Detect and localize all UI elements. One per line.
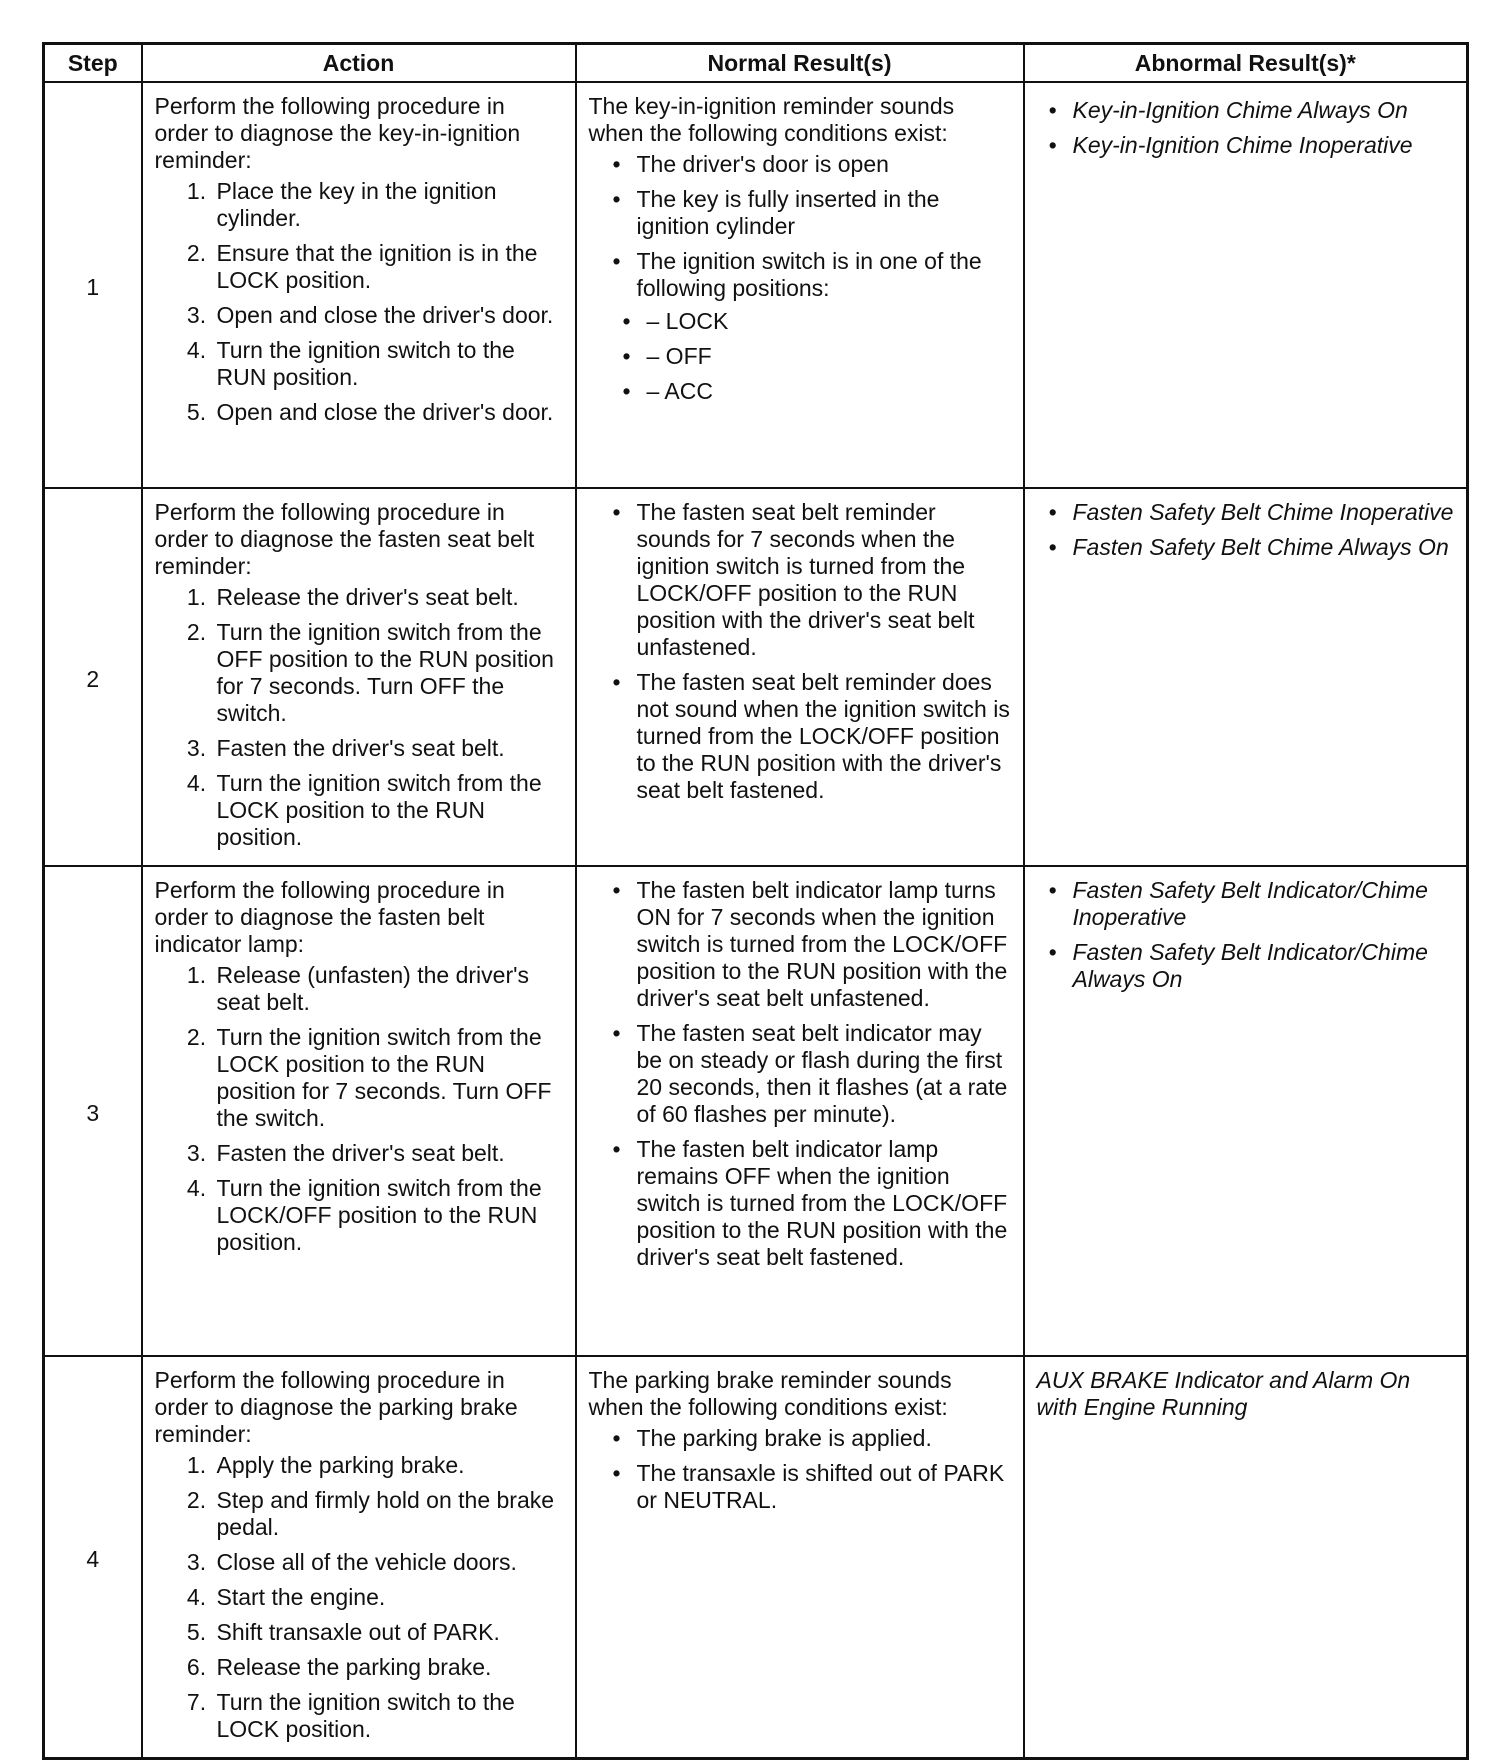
- action-step: 1. Release the driver's seat belt.: [213, 584, 563, 611]
- action-steps: [155, 962, 563, 1256]
- action-steps: [155, 178, 563, 426]
- normal-results-cell: [576, 82, 1024, 488]
- action-step: 2. Ensure that the ignition is in the LOCK position.: [213, 240, 563, 294]
- normal-bullet: • The fasten seat belt indicator may be on steady or flash during the first 20 seconds, then it flashes (at a rate of 60 flashes per minute).: [637, 1020, 1011, 1128]
- action-step: 2. Turn the ignition switch from the LOCK position to the RUN position for 7 seconds. Turn OFF the switch.: [213, 1024, 563, 1132]
- action-step: 5. Shift transaxle out of PARK.: [213, 1619, 563, 1646]
- normal-bullets: [589, 151, 1011, 405]
- action-step: 3. Open and close the driver's door.: [213, 302, 563, 329]
- abnormal-bullet: • Fasten Safety Belt Chime Inoperative: [1073, 499, 1455, 526]
- diagnostic-table: [42, 42, 1469, 1760]
- normal-bullet: • The transaxle is shifted out of PARK or NEUTRAL.: [637, 1460, 1011, 1514]
- step-number: 2: [44, 488, 142, 866]
- normal-intro: The parking brake reminder sounds when the following conditions exist:: [588, 1367, 952, 1420]
- normal-bullet: • The driver's door is open: [637, 151, 1011, 178]
- normal-bullet: • The key is fully inserted in the ignition cylinder: [637, 186, 1011, 240]
- action-step: 2. Step and firmly hold on the brake pedal.: [213, 1487, 563, 1541]
- action-step: 7. Turn the ignition switch to the LOCK position.: [213, 1689, 563, 1743]
- abnormal-bullets: [1037, 499, 1455, 561]
- abnormal-results-cell: [1024, 1356, 1468, 1759]
- abnormal-bullet: • Fasten Safety Belt Indicator/Chime Always On: [1073, 939, 1455, 993]
- normal-results-cell: [576, 1356, 1024, 1759]
- abnormal-results-cell: [1024, 82, 1468, 488]
- position-item: • – LOCK: [647, 308, 1011, 335]
- step-number: 3: [44, 866, 142, 1356]
- action-step: 3. Close all of the vehicle doors.: [213, 1549, 563, 1576]
- action-step: 4. Turn the ignition switch from the LOCK/OFF position to the RUN position.: [213, 1175, 563, 1256]
- action-step: 2. Turn the ignition switch from the OFF position to the RUN position for 7 seconds. Turn OFF the switch.: [213, 619, 563, 727]
- normal-results-cell: [576, 488, 1024, 866]
- step-number: 1: [44, 82, 142, 488]
- table-row: [44, 866, 1468, 1356]
- normal-bullets: [589, 1425, 1011, 1514]
- position-item: • – OFF: [647, 343, 1011, 370]
- normal-bullet: • The fasten belt indicator lamp remains OFF when the ignition switch is turned from the LOCK/OFF position to the RUN position with the driver's seat belt fastened.: [637, 1136, 1011, 1271]
- position-item: • – ACC: [647, 378, 1011, 405]
- position-list: [637, 308, 1011, 405]
- action-step: 5. Open and close the driver's door.: [213, 399, 563, 426]
- table-row: [44, 488, 1468, 866]
- table-row: [44, 1356, 1468, 1759]
- abnormal-bullets: [1037, 877, 1455, 993]
- action-step: 4. Start the engine.: [213, 1584, 563, 1611]
- normal-bullet: • The fasten seat belt reminder does not sound when the ignition switch is turned from the LOCK/OFF position to the RUN position with the driver's seat belt fastened.: [637, 669, 1011, 804]
- action-step: 6. Release the parking brake.: [213, 1654, 563, 1681]
- action-step: 3. Fasten the driver's seat belt.: [213, 1140, 563, 1167]
- abnormal-bullet: • Fasten Safety Belt Indicator/Chime Inoperative: [1073, 877, 1455, 931]
- normal-bullet: [637, 248, 1011, 405]
- normal-bullet-text: The ignition switch is in one of the following positions:: [636, 248, 982, 301]
- action-cell: [142, 866, 576, 1356]
- action-cell: [142, 82, 576, 488]
- abnormal-bullet: • Fasten Safety Belt Chime Always On: [1073, 534, 1455, 561]
- action-step: 1. Release (unfasten) the driver's seat belt.: [213, 962, 563, 1016]
- step-number: 4: [44, 1356, 142, 1759]
- action-intro: Perform the following procedure in order to diagnose the fasten seat belt reminder:: [154, 499, 535, 579]
- normal-results-cell: [576, 866, 1024, 1356]
- abnormal-results-cell: [1024, 488, 1468, 866]
- normal-intro: The key-in-ignition reminder sounds when the following conditions exist:: [588, 93, 955, 146]
- normal-bullets: [589, 877, 1011, 1271]
- action-step: 3. Fasten the driver's seat belt.: [213, 735, 563, 762]
- action-cell: [142, 488, 576, 866]
- action-intro: Perform the following procedure in order to diagnose the fasten belt indicator lamp:: [154, 877, 505, 957]
- abnormal-bullets: [1037, 97, 1455, 159]
- action-steps: [155, 584, 563, 851]
- abnormal-text: AUX BRAKE Indicator and Alarm On with Engine Running: [1036, 1367, 1411, 1420]
- action-steps: [155, 1452, 563, 1743]
- normal-bullet: • The parking brake is applied.: [637, 1425, 1011, 1452]
- header-action: Action: [142, 44, 576, 83]
- action-intro: Perform the following procedure in order to diagnose the parking brake reminder:: [154, 1367, 518, 1447]
- action-step: 1. Place the key in the ignition cylinder.: [213, 178, 563, 232]
- abnormal-bullet: • Key-in-Ignition Chime Inoperative: [1073, 132, 1455, 159]
- action-cell: [142, 1356, 576, 1759]
- header-abnormal-results: Abnormal Result(s)*: [1024, 44, 1468, 83]
- header-normal-results: Normal Result(s): [576, 44, 1024, 83]
- normal-bullet: • The fasten belt indicator lamp turns ON for 7 seconds when the ignition switch is turned from the LOCK/OFF position to the RUN position with the driver's seat belt unfastened.: [637, 877, 1011, 1012]
- header-row: [44, 44, 1468, 83]
- abnormal-bullet: • Key-in-Ignition Chime Always On: [1073, 97, 1455, 124]
- table-row: [44, 82, 1468, 488]
- action-step: 4. Turn the ignition switch to the RUN position.: [213, 337, 563, 391]
- normal-bullet: • The fasten seat belt reminder sounds for 7 seconds when the ignition switch is turned from the LOCK/OFF position to the RUN position with the driver's seat belt unfastened.: [637, 499, 1011, 661]
- normal-bullets: [589, 499, 1011, 804]
- action-step: 4. Turn the ignition switch from the LOCK position to the RUN position.: [213, 770, 563, 851]
- action-intro: Perform the following procedure in order to diagnose the key-in-ignition reminder:: [154, 93, 521, 173]
- header-step: Step: [44, 44, 142, 83]
- action-step: 1. Apply the parking brake.: [213, 1452, 563, 1479]
- abnormal-results-cell: [1024, 866, 1468, 1356]
